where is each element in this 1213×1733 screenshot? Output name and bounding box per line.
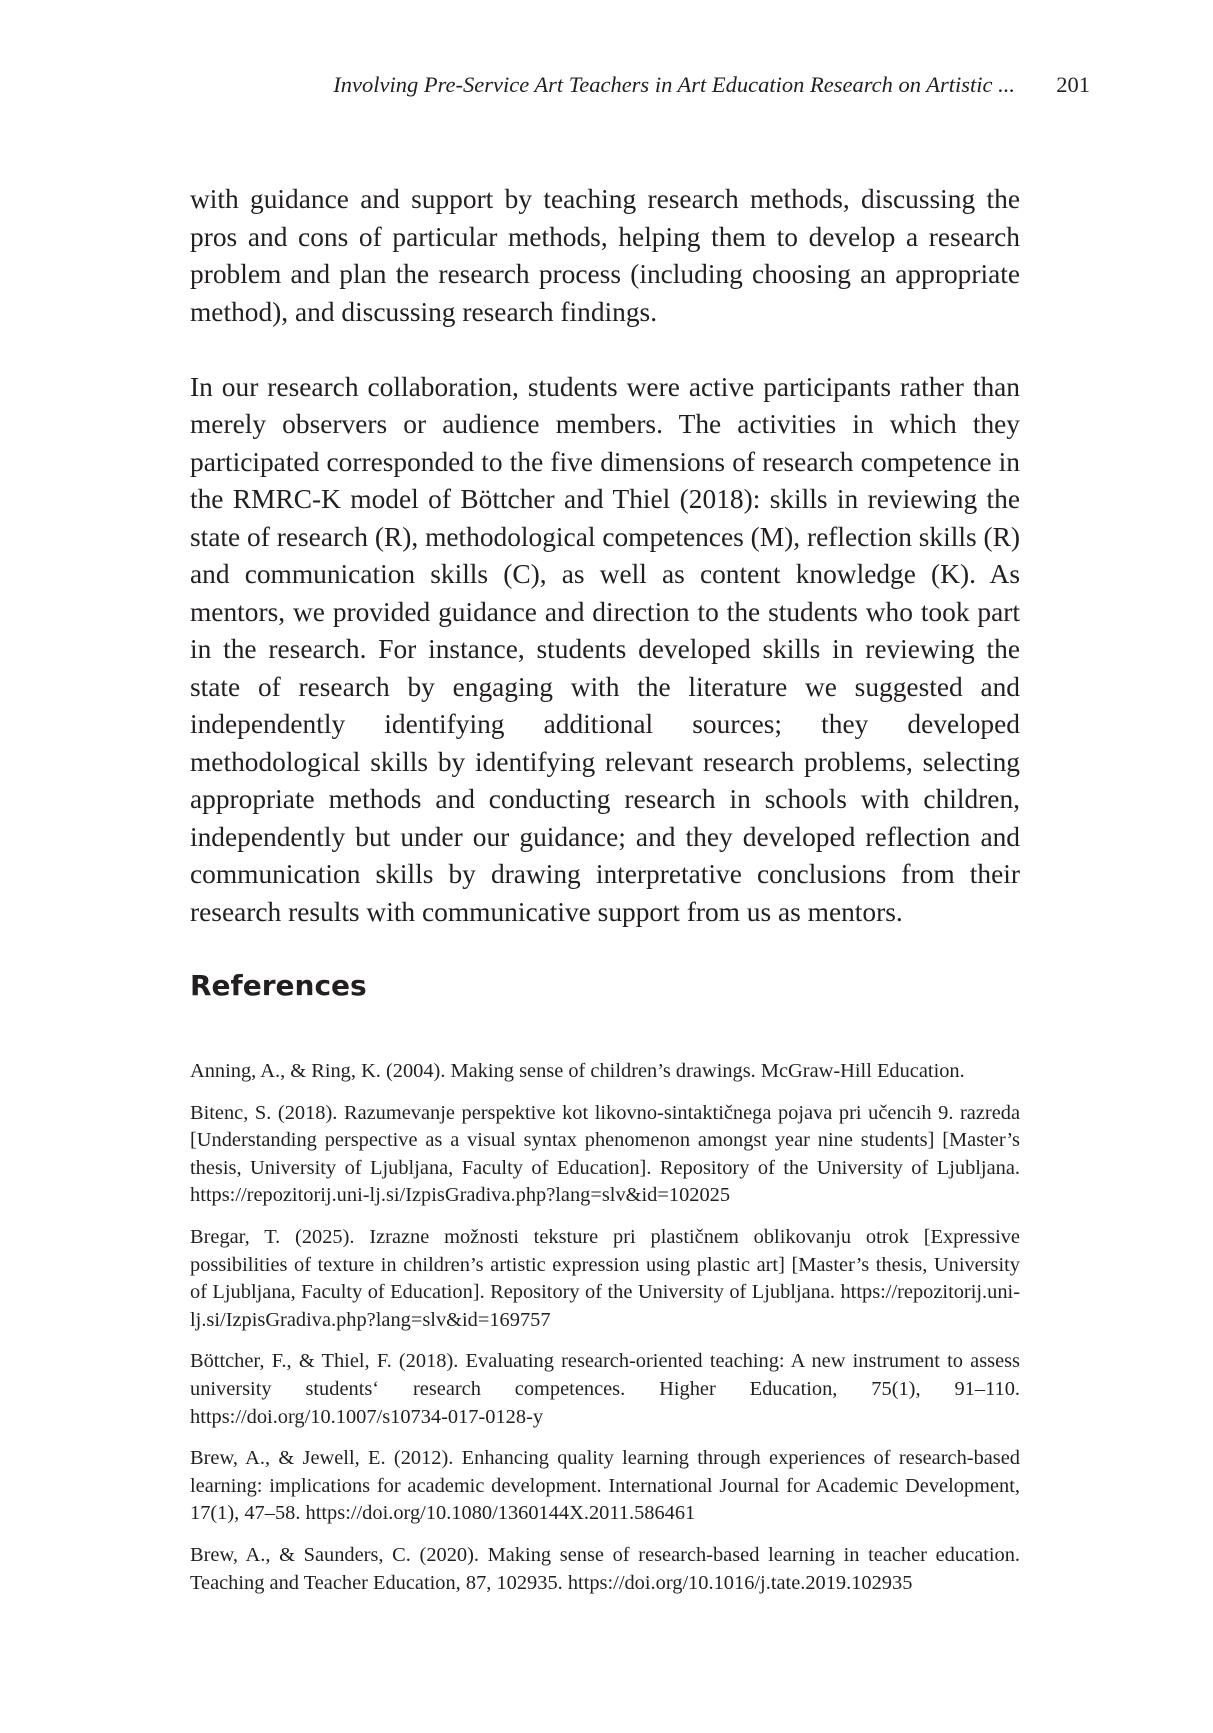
- reference-item: Anning, A., & Ring, K. (2004). Making sense of children’s drawings. McGraw-Hill Education.: [190, 1060, 965, 1082]
- reference-item: Brew, A., & Jewell, E. (2012). Enhancing quality learning through experiences of research-based learning: implications for academic development. International Journal for Academic Development, 17(1), 47–58. https://doi.org/10.1080/1360144X.2011.586461: [190, 1447, 1020, 1525]
- body-text: [190, 181, 1020, 969]
- body-paragraph: with guidance and support by teaching research methods, discussing the pros and cons of particular methods, helping them to develop a research problem and plan the research process (including choosing an appropriate method), and discussing research findings.: [190, 184, 1020, 327]
- body-paragraph: In our research collaboration, students were active participants rather than merely observers or audience members. The activities in which they participated corresponded to the five dimensions of research competence in the RMRC-K model of Böttcher and Thiel (2018): skills in reviewing the state of research (R), methodological competences (M), reflection skills (R) and communication skills (C), as well as content knowledge (K). As mentors, we provided guidance and direction to the students who took part in the research. For instance, students developed skills in reviewing the state of research by engaging with the literature we suggested and independently identifying additional sources; they developed methodological skills by identifying relevant research problems, selecting appropriate methods and conducting research in schools with children, independently but under our guidance; and they developed reflection and communication skills by drawing interpretative conclusions from their research results with communicative support from us as mentors.: [190, 371, 1020, 927]
- running-head-title: Involving Pre-Service Art Teachers in Art Education Research on Artistic ...: [333, 72, 1015, 97]
- reference-item: Böttcher, F., & Thiel, F. (2018). Evaluating research-oriented teaching: A new instrument to assess university students‘ research competences. Higher Education, 75(1), 91–110. https://doi.org/10.1007/s10734-017-0128-y: [190, 1350, 1020, 1428]
- references-heading: References: [190, 969, 367, 1002]
- reference-item: Brew, A., & Saunders, C. (2020). Making sense of research-based learning in teacher education. Teaching and Teacher Education, 87, 102935. https://doi.org/10.1016/j.tate.2019.102935: [190, 1543, 1020, 1594]
- page-number: 201: [1056, 72, 1090, 97]
- reference-item: Bregar, T. (2025). Izrazne možnosti teksture pri plastičnem oblikovanju otrok [Expressive possibilities of texture in children’s artistic expression using plastic art] [Master’s thesis, University of Ljubljana, Faculty of Education]. Repository of the University of Ljubljana. https://repozitorij.uni-lj.si/IzpisGradiva.php?lang=slv&id=169757: [190, 1225, 1020, 1331]
- reference-item: Bitenc, S. (2018). Razumevanje perspektive kot likovno-sintaktičnega pojava pri učencih 9. razreda [Understanding perspective as a visual syntax phenomenon amongst year nine students] [Master’s thesis, University of Ljubljana, Faculty of Education]. Repository of the University of Ljubljana. https://repozitorij.uni-lj.si/IzpisGradiva.php?lang=slv&id=102025: [190, 1101, 1020, 1207]
- reference-list: [190, 1058, 1020, 1611]
